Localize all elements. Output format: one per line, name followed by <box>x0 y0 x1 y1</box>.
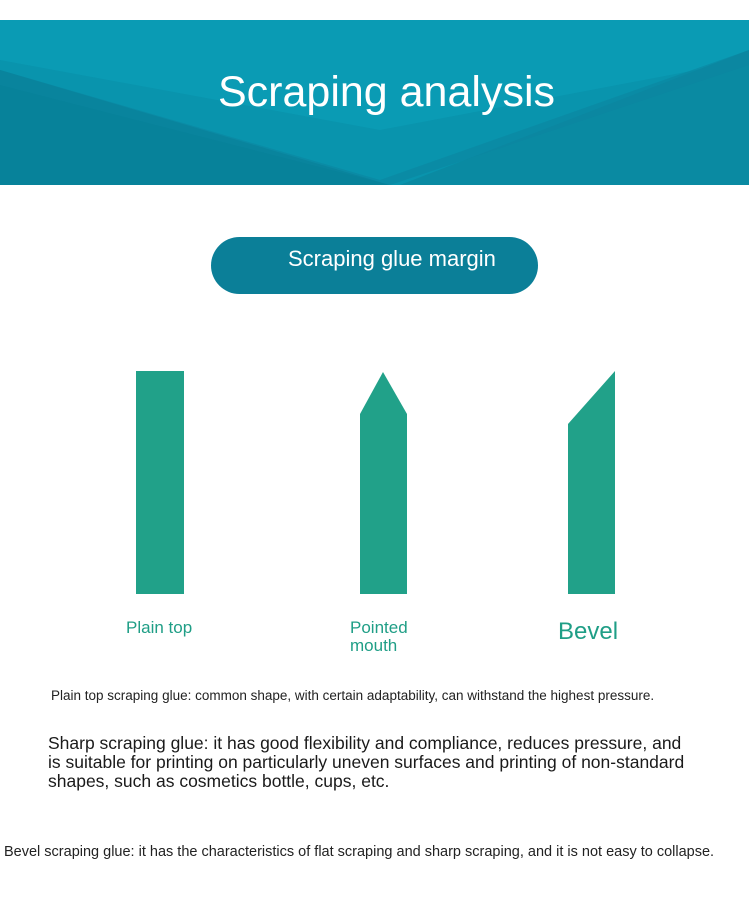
caption-bevel: Bevel <box>558 618 619 645</box>
plain-top-blade-shape <box>136 371 184 594</box>
caption-pointed-mouth: Pointed mouth <box>350 618 408 655</box>
description-bevel: Bevel scraping glue: it has the characteristics of flat scraping and sharp scraping, and it is not easy to collapse. <box>4 844 715 860</box>
caption-plain-top: Plain top <box>126 618 193 637</box>
section-pill-label: Scraping glue margin <box>288 246 496 271</box>
page-title: Scraping analysis <box>217 68 555 116</box>
pointed-mouth-blade-shape <box>360 372 407 594</box>
bevel-blade-shape <box>568 371 615 594</box>
description-plain-top: Plain top scraping glue: common shape, with certain adaptability, can withstand the highest pressure. <box>51 688 655 703</box>
description-sharp: Sharp scraping glue: it has good flexibility and compliance, reduces pressure, and is suitable for printing on particularly uneven surfaces and printing of non-standard shapes, such as cosmetics bottle, cups, etc. <box>48 733 685 791</box>
